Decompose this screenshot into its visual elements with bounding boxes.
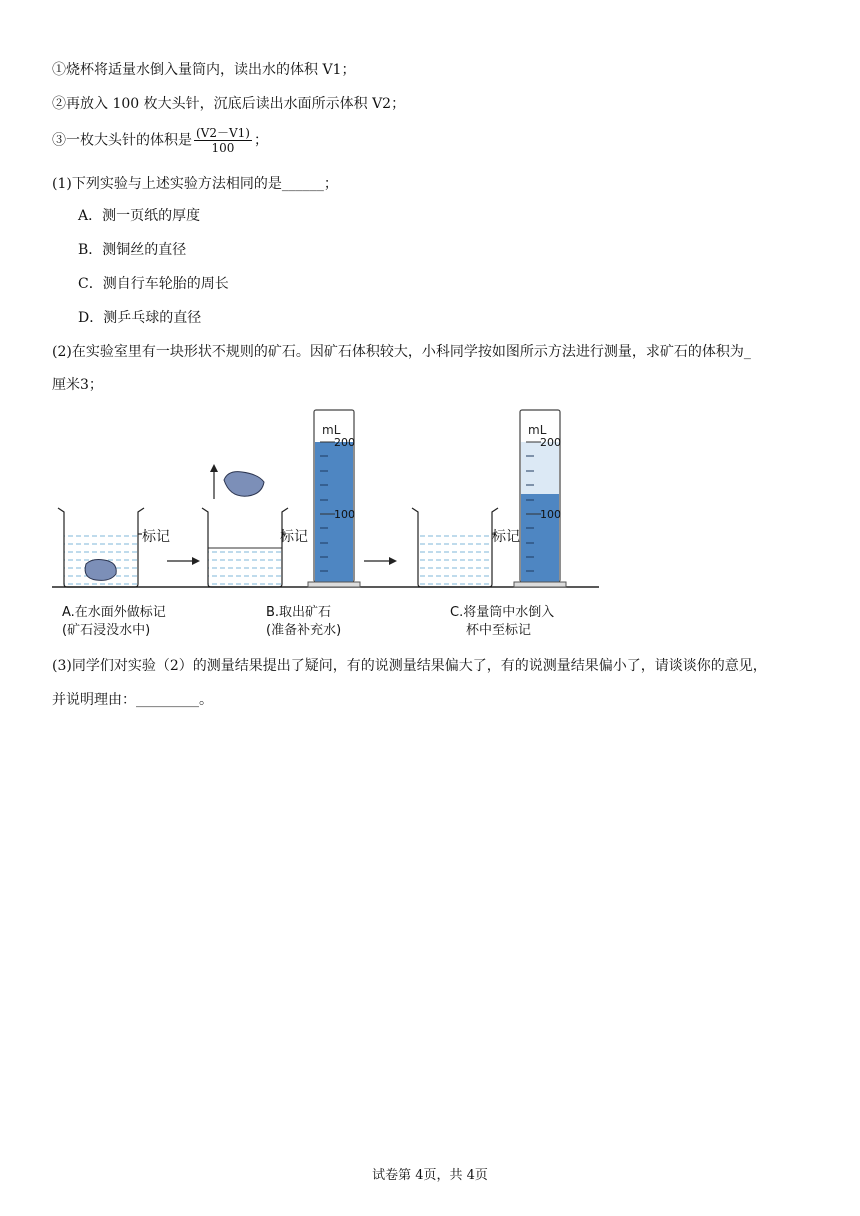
beaker-c-water [418,534,492,586]
cylinder-2-unit: mL [528,423,547,437]
cylinder-1-tick-200: 200 [334,436,355,449]
beaker-b-water [208,548,282,586]
cylinder-2-empty-part [521,442,559,494]
option-b: B．测铜丝的直径 [78,242,187,258]
measuring-cylinder-1 [308,410,360,587]
question-3-line-2: 并说明理由：_________。 [52,692,213,708]
step-3-prefix: ③一枚大头针的体积是 [52,132,192,149]
cylinder-1-tick-100: 100 [334,508,355,521]
step-3 [52,126,268,155]
caption-a-line-2: (矿石浸没水中) [62,623,151,638]
experiment-figure [52,404,612,642]
option-a: A．测一页纸的厚度 [78,208,201,224]
question-2-line-2: 厘米3； [52,377,103,393]
cylinder-2-tick-100: 100 [540,508,561,521]
caption-a-line-1: A.在水面外做标记 [62,605,166,620]
question-1-stem: (1)下列实验与上述实验方法相同的是______； [52,176,338,192]
beaker-c [412,508,520,587]
volume-fraction [194,126,252,155]
caption-c-line-2: 杯中至标记 [466,623,532,638]
fraction-denominator: 100 [211,141,235,155]
caption-c-line-1: C.将量筒中水倒入 [450,605,555,620]
question-3-line-1: (3)同学们对实验（2）的测量结果提出了疑问，有的说测量结果偏大了，有的说测量结果偏小了，请谈谈你的意见， [52,658,767,674]
beaker-a [58,508,170,587]
mark-label-b: 标记 [280,529,308,545]
step-2: ②再放入 100 枚大头针，沉底后读出水面所示体积 V2； [52,96,406,112]
arrow-right-icon [167,557,200,565]
mark-label-a: 标记 [142,529,170,545]
beaker-b [202,464,308,587]
page-footer: 试卷第 4页，共 4页 [372,1168,488,1183]
measuring-cylinder-2 [514,410,566,587]
lifted-rock-icon [224,472,264,497]
option-c: C．测自行车轮胎的周长 [78,276,229,292]
question-2-line-1: (2)在实验室里有一块形状不规则的矿石。因矿石体积较大，小科同学按如图所示方法进行测量，求矿石的体积为_ [52,344,751,360]
rock-in-beaker-icon [85,560,116,581]
arrow-right-icon [364,557,397,565]
step-1: ①烧杯将适量水倒入量筒内，读出水的体积 V1； [52,62,356,78]
option-d: D．测乒乓球的直径 [78,310,202,326]
arrow-up-icon [210,464,218,499]
caption-b-line-1: B.取出矿石 [266,605,332,620]
cylinder-2-tick-200: 200 [540,436,561,449]
mark-label-c: 标记 [492,529,520,545]
cylinder-1-unit: mL [322,423,341,437]
step-3-suffix: ； [253,132,268,149]
caption-b-line-2: (准备补充水) [266,623,342,638]
fraction-numerator: (V2－V1) [196,126,250,140]
